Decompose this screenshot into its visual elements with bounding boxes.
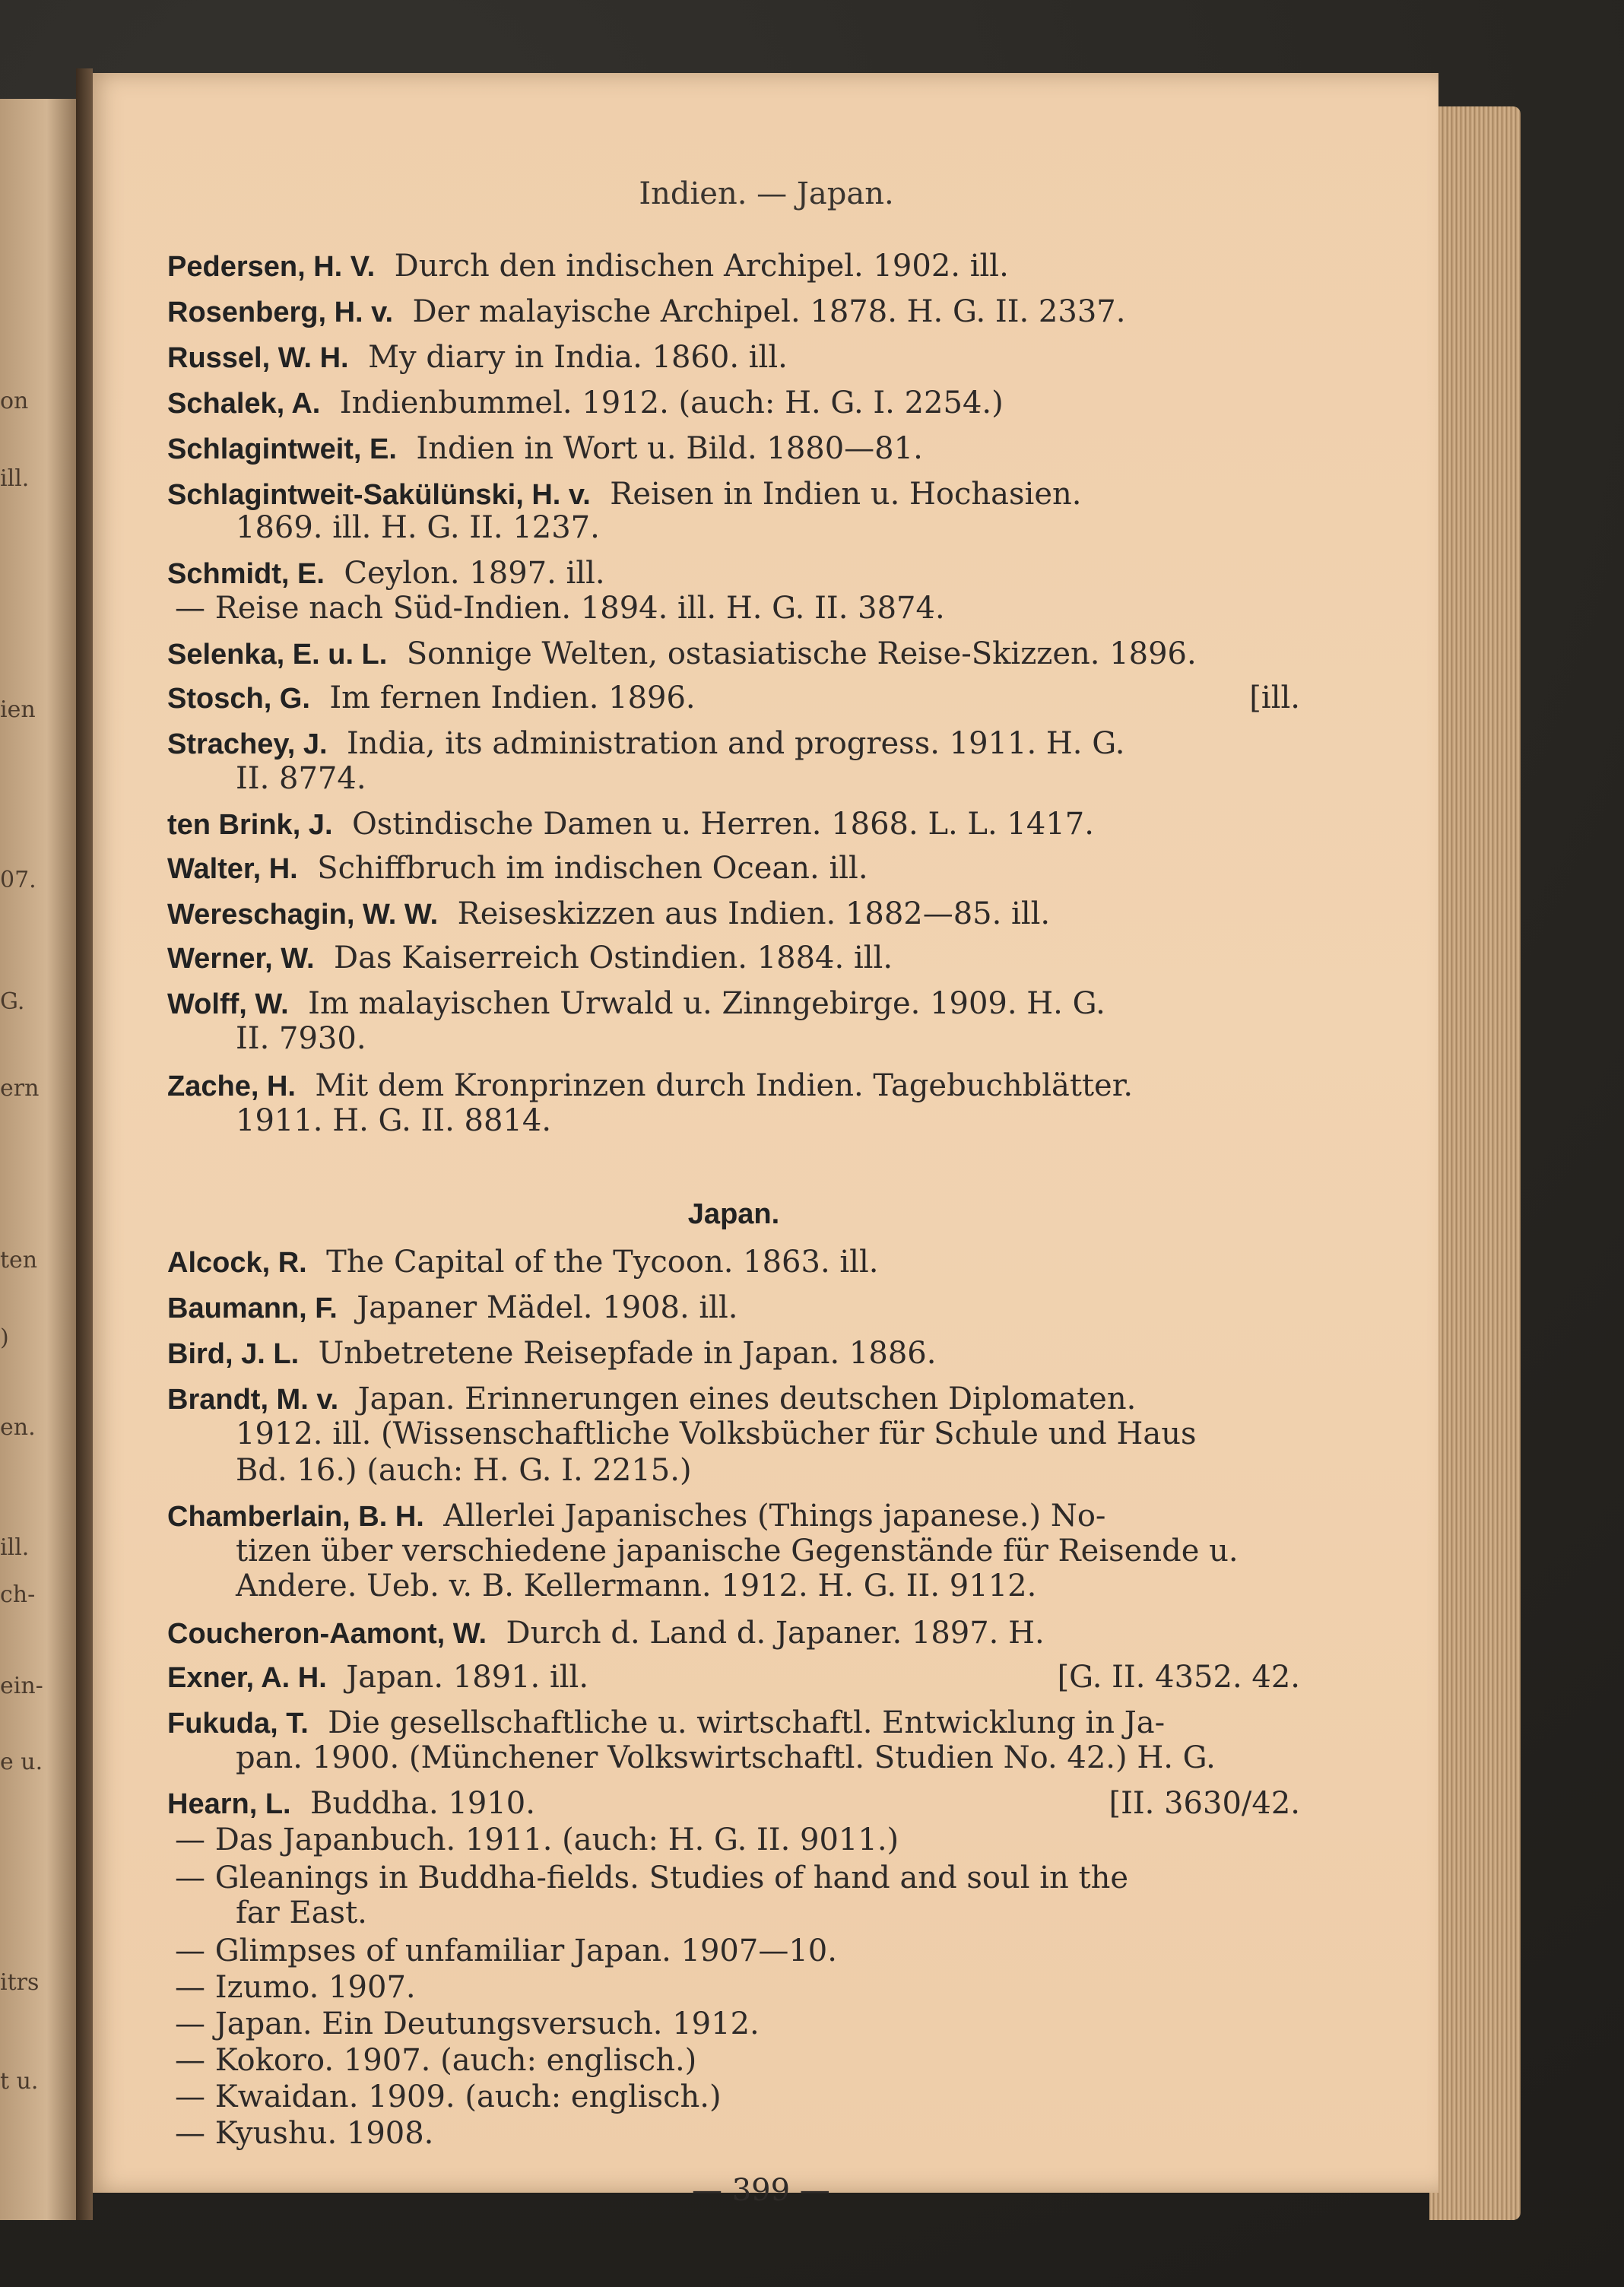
entry-author: Strachey, J. (167, 728, 328, 760)
margin-fragment: ien (0, 696, 36, 723)
margin-fragment: ern (0, 1075, 40, 1102)
entry-dash: — Kyushu. 1908. (175, 2116, 434, 2151)
left-page-edge (0, 99, 85, 2220)
entry-text: The Capital of the Tycoon. 1863. ill. (326, 1245, 879, 1280)
entry-text: Allerlei Japanisches (Things japanese.) No- (443, 1499, 1106, 1534)
entry (167, 294, 1126, 329)
page-stack-edge (1429, 106, 1521, 2220)
entry (167, 728, 1124, 759)
entry-dash: — Japan. Ein Deutungsversuch. 1912. (175, 2006, 760, 2041)
margin-fragment: on (0, 388, 29, 414)
entry-author: Walter, H. (167, 853, 298, 885)
entry-author: Schlagintweit-Sakülünski, H. v. (167, 479, 591, 511)
entry-right-note: [ill. (1249, 680, 1300, 715)
entry (167, 433, 923, 464)
entry-text: Buddha. 1910. (310, 1786, 535, 1821)
entry-right-note: [G. II. 4352. 42. (1057, 1660, 1300, 1695)
margin-fragment: t u. (0, 2068, 39, 2095)
entry-author: Baumann, F. (167, 1293, 338, 1324)
entry-text: Mit dem Kronprinzen durch Indien. Tagebuchblätter. (315, 1068, 1134, 1103)
entry-dash: — Reise nach Süd-Indien. 1894. ill. H. G. II. 3874. (175, 591, 945, 626)
margin-fragment: ten (0, 1247, 38, 1274)
entry (167, 680, 1300, 715)
entry (167, 940, 893, 975)
entry (167, 988, 1105, 1019)
entry-text: Schiffbruch im indischen Ocean. ill. (317, 851, 868, 886)
entry-author: Russel, W. H. (167, 342, 349, 374)
margin-fragment: itrs (0, 1969, 40, 1996)
entry-author: Zache, H. (167, 1071, 296, 1102)
entry (167, 477, 1082, 512)
entry (167, 1705, 1166, 1740)
entry-continuation: far East. (236, 1895, 367, 1930)
entry-text: Indien in Wort u. Bild. 1880—81. (416, 431, 923, 466)
entry-author: Bird, J. L. (167, 1338, 300, 1370)
entry (167, 249, 1009, 284)
entry-continuation: tizen über verschiedene japanische Gegenstände für Reisende u. (236, 1534, 1239, 1569)
entry-continuation: 1911. H. G. II. 8814. (236, 1103, 552, 1138)
entry-author: Schmidt, E. (167, 558, 325, 590)
entry-text: India, its administration and progress. 1911. H. G. (346, 726, 1125, 761)
entry (167, 1068, 1134, 1103)
entry-continuation: pan. 1900. (Münchener Volkswirtschaftl. Studien No. 42.) H. G. (236, 1740, 1216, 1775)
entry-dash: — Das Japanbuch. 1911. (auch: H. G. II. 9011.) (175, 1822, 899, 1857)
entry-author: Fukuda, T. (167, 1708, 309, 1740)
entry-text: Reisen in Indien u. Hochasien. (610, 477, 1082, 512)
entry-author: Werner, W. (167, 943, 315, 975)
entry-continuation: II. 7930. (236, 1021, 366, 1056)
entry-author: Schlagintweit, E. (167, 433, 397, 465)
margin-fragment: ill. (0, 465, 30, 492)
entry (167, 556, 605, 591)
entry-right-note: [II. 3630/42. (1109, 1786, 1300, 1821)
entry (167, 385, 1004, 420)
entry-author: Wereschagin, W. W. (167, 899, 439, 931)
margin-fragment: en. (0, 1414, 36, 1441)
entry-author: Stosch, G. (167, 683, 310, 715)
entry-dash: — Glimpses of unfamiliar Japan. 1907—10. (175, 1933, 837, 1968)
entry (167, 1660, 1300, 1695)
running-header: Indien. — Japan. (639, 176, 894, 211)
entry (167, 1245, 879, 1280)
entry-text: Reiseskizzen aus Indien. 1882—85. ill. (457, 896, 1051, 931)
entry-text: Japan. 1891. ill. (346, 1660, 589, 1695)
entry-author: Brandt, M. v. (167, 1384, 339, 1416)
entry (167, 1290, 738, 1325)
entry (167, 1338, 936, 1369)
margin-fragment: ) (0, 1324, 9, 1351)
entry-author: Pedersen, H. V. (167, 251, 376, 283)
entry-text: Unbetretene Reisepfade in Japan. 1886. (318, 1336, 937, 1371)
entry-author: Alcock, R. (167, 1247, 307, 1279)
page-number: — 399 — (692, 2173, 830, 2208)
entry-author: Rosenberg, H. v. (167, 297, 394, 328)
entry-author: Hearn, L. (167, 1788, 291, 1820)
entry-dash: — Kwaidan. 1909. (auch: englisch.) (175, 2079, 722, 2114)
entry-continuation: II. 8774. (236, 761, 366, 796)
margin-fragment: e u. (0, 1749, 43, 1775)
entry (167, 342, 788, 373)
entry-author: Wolff, W. (167, 988, 289, 1020)
entry-text: Sonnige Welten, ostasiatische Reise-Skizzen. 1896. (406, 636, 1197, 671)
entry-text: Im malayischen Urwald u. Zinngebirge. 1909. H. G. (308, 986, 1105, 1021)
entry-author: Selenka, E. u. L. (167, 639, 388, 671)
book-gutter (76, 68, 93, 2220)
entry-author: Schalek, A. (167, 388, 321, 420)
entry-text: Der malayische Archipel. 1878. H. G. II. 2337. (412, 294, 1126, 329)
entry (167, 1788, 1300, 1819)
entry (167, 1381, 1137, 1416)
margin-fragment: G. (0, 988, 25, 1015)
entry-text: Durch den indischen Archipel. 1902. ill. (394, 249, 1009, 284)
entry-text: My diary in India. 1860. ill. (368, 340, 788, 375)
entry-text: Die gesellschaftliche u. wirtschaftl. Entwicklung in Ja- (328, 1705, 1166, 1740)
margin-fragment: 07. (0, 867, 36, 893)
margin-fragment: ill. (0, 1534, 30, 1561)
entry (167, 896, 1051, 931)
entry-text: Indienbummel. 1912. (auch: H. G. I. 2254.) (339, 385, 1004, 420)
entry-dash: — Kokoro. 1907. (auch: englisch.) (175, 2043, 697, 2078)
entry-text: Das Kaiserreich Ostindien. 1884. ill. (334, 940, 893, 975)
entry (167, 1499, 1106, 1534)
entry-dash: — Izumo. 1907. (175, 1970, 416, 2005)
entry (167, 636, 1197, 671)
entry-dash: — Gleanings in Buddha-fields. Studies of hand and soul in the (175, 1860, 1129, 1895)
entry-continuation: 1869. ill. H. G. II. 1237. (236, 510, 600, 545)
entry (167, 851, 868, 886)
entry-author: Chamberlain, B. H. (167, 1501, 424, 1533)
section-title: Japan. (687, 1198, 780, 1230)
entry-author: Exner, A. H. (167, 1662, 327, 1694)
entry-author: Coucheron-Aamont, W. (167, 1618, 487, 1650)
entry (167, 807, 1094, 842)
entry-text: Japan. Erinnerungen eines deutschen Diplomaten. (357, 1381, 1137, 1416)
entry-text: Japaner Mädel. 1908. ill. (357, 1290, 738, 1325)
margin-fragment: ein- (0, 1673, 43, 1699)
entry-continuation: 1912. ill. (Wissenschaftliche Volksbücher für Schule und Haus (236, 1416, 1197, 1451)
entry-continuation: Andere. Ueb. v. B. Kellermann. 1912. H. G. II. 9112. (236, 1569, 1037, 1603)
entry-author: ten Brink, J. (167, 809, 333, 841)
entry-text: Im fernen Indien. 1896. (329, 680, 696, 715)
entry-continuation: Bd. 16.) (auch: H. G. I. 2215.) (236, 1453, 692, 1488)
entry (167, 1616, 1045, 1651)
entry-text: Ostindische Damen u. Herren. 1868. L. L. 1417. (351, 807, 1094, 842)
entry-text: Durch d. Land d. Japaner. 1897. H. (506, 1616, 1045, 1651)
entry-text: Ceylon. 1897. ill. (344, 556, 605, 591)
margin-fragment: ch- (0, 1581, 36, 1608)
